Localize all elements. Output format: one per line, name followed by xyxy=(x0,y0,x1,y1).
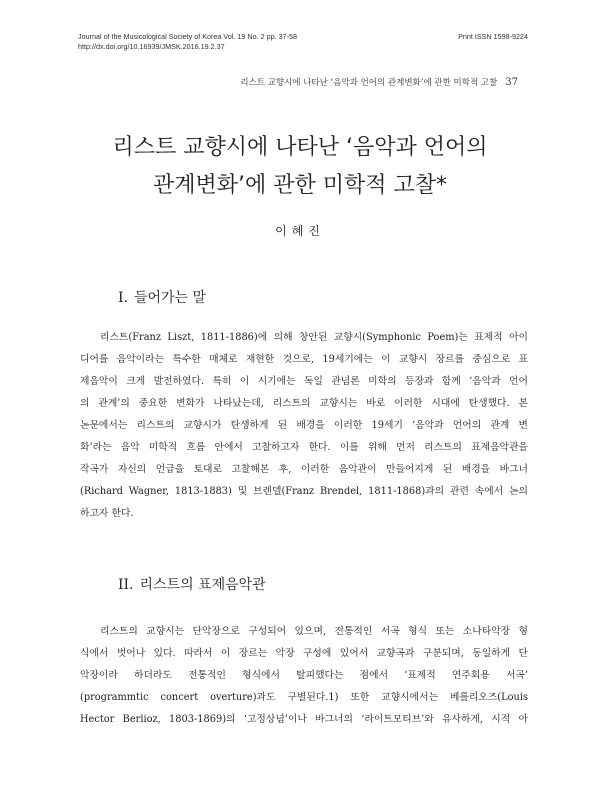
text-line: 제음악이 크게 발전하였다. 특히 이 시기에는 독일 관념론 미학의 등장과 함께 ‘음악과 언어 xyxy=(80,376,528,387)
paragraph-introduction xyxy=(80,327,528,525)
text-line: (Richard Wagner, 1813-1883) 및 브렌델(Franz Brendel, 1811-1868)과의 관련 속에서 논의 xyxy=(80,486,528,497)
page-number: 37 xyxy=(505,77,518,88)
title-line-1: 리스트 교향시에 나타난 ‘음악과 언어의 xyxy=(112,134,488,160)
section-title: 들어가는 말 xyxy=(133,290,207,306)
text-line: 작곡가 자신의 언급을 토대로 고찰해본 후, 이러한 음악관이 만들어지게 된 배경을 바그너 xyxy=(80,464,528,475)
text-line: 디어를 음악이라는 특수한 매체로 재현한 것으로, 19세기에는 이 교향시 장르를 중심으로 표 xyxy=(80,354,528,365)
author-name: 이혜진 xyxy=(275,224,325,238)
journal-meta xyxy=(78,32,528,52)
text-line: 화’라는 음악 미학적 흐름 안에서 고찰하고자 한다. 이를 위해 먼저 리스트의 표제음악관을 xyxy=(80,442,528,453)
text-line: 의 관계’의 중요한 변화가 나타났는데, 리스트의 교향시는 바로 이러한 시대에 탄생했다. 본 xyxy=(80,398,528,409)
text-line: 악장이라 하더라도 전통적인 형식에서 탈피했다는 점에서 ‘표제적 연주회용 서곡’ xyxy=(80,670,528,681)
section-number: I. xyxy=(118,290,128,306)
text-line: 논문에서는 리스트의 교향시가 탄생하게 된 배경을 이러한 19세기 ‘음악과 언어의 관계 변 xyxy=(80,420,528,431)
text-line: 리스트의 교향시는 단악장으로 구성되어 있으며, 전통적인 서곡 형식 또는 소나타악장 형 xyxy=(100,626,528,637)
doi-link[interactable]: http://dx.doi.org/10.16939/JMSK.2016.19.2.37 xyxy=(78,42,225,51)
text-line: 식에서 벗어나 있다. 따라서 이 장르는 악장 구성에 있어서 교향곡과 구분되며, 동일하게 단 xyxy=(80,648,528,659)
section-number: II. xyxy=(118,577,134,593)
paragraph-program-music xyxy=(80,621,528,731)
text-line: 리스트(Franz Liszt, 1811-1886)에 의해 창안된 교향시(Symphonic Poem)는 표제적 아이 xyxy=(100,332,528,343)
title-line-2: 관계변화’에 관한 미학적 고찰* xyxy=(153,172,447,198)
running-head-title: 리스트 교향시에 나타난 ‘음악과 언어의 관계변화’에 관한 미학적 고찰 xyxy=(240,78,498,88)
text-line: Hector Berlioz, 1803-1869)의 ‘고정상념’이나 바그너의 ‘라이트모티브’와 유사하게, 시적 아 xyxy=(80,714,528,725)
text-line: 하고자 한다. xyxy=(80,508,134,519)
running-head xyxy=(240,76,518,88)
issn: Print ISSN 1598-9224 xyxy=(458,32,528,41)
section-heading-program-music xyxy=(118,574,266,594)
article-title xyxy=(60,129,540,205)
section-title: 리스트의 표제음악관 xyxy=(139,577,266,593)
text-line: (programmtic concert overture)과도 구별된다.1) 또한 교향시에서는 베를리오즈(Louis xyxy=(80,692,528,703)
journal-citation: Journal of the Musicological Society of Korea Vol. 19 No. 2 pp. 37-58 xyxy=(78,32,297,41)
section-heading-introduction xyxy=(118,287,206,307)
